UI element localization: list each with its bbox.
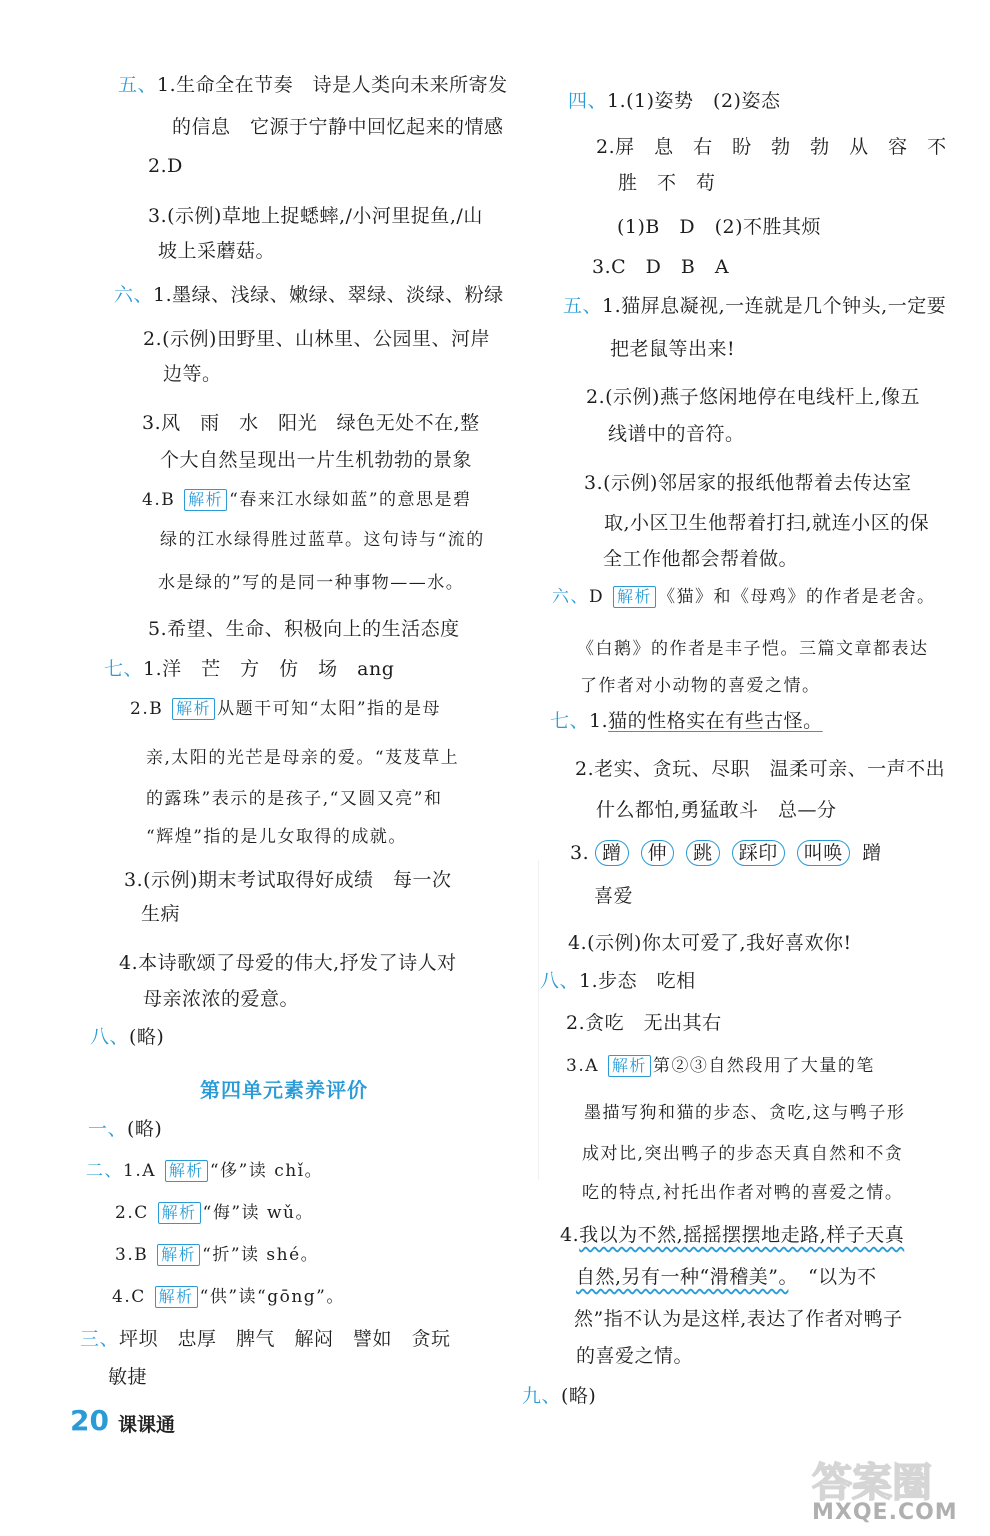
underlined-answer: 猫的性格实在有些古怪。 (608, 710, 823, 732)
text-line: 3.(示例)邻居家的报纸他帮着去传达室 (584, 472, 912, 494)
text-line: 墨描写狗和猫的步态、贪吃,这与鸭子形 (584, 1103, 906, 1123)
text-line: 4.B 解析 “春来江水绿如蓝”的意思是碧 (142, 490, 472, 510)
text-line: 《白鹅》的作者是丰子恺。三篇文章都表达 (577, 639, 929, 659)
text-line: 敏捷 (108, 1366, 148, 1388)
text-line: 然”指不认为是这样,表达了作者对鸭子 (574, 1308, 903, 1330)
text-line: 5.希望、生命、积极向上的生活态度 (148, 618, 460, 640)
section-number: 四、 (568, 90, 608, 112)
wavy-underlined-quote: 自然,另有一种“滑稽美”。 (576, 1266, 789, 1288)
text-line: 2.C 解析 “侮”读 wǔ。 (115, 1203, 314, 1223)
analysis-tag: 解析 (155, 1286, 198, 1308)
section-number: 三、 (80, 1328, 120, 1350)
text-line: 个大自然呈现出一片生机勃勃的景象 (160, 449, 473, 471)
text-line: 自然,另有一种“滑稽美”。 “以为不 (576, 1266, 877, 1288)
text-line: 母亲浓浓的爱意。 (143, 988, 300, 1010)
text-line: 四、1.(1)姿势 (2)姿态 (568, 90, 781, 112)
section-number: 八、 (90, 1026, 130, 1048)
brand-name: 课课通 (118, 1414, 176, 1436)
text-line: 3. 蹭 伸 跳 踩印 叫唤 蹭 (570, 842, 882, 864)
text-line: 的露珠”表示的是孩子,“又圆又亮”和 (146, 789, 443, 809)
text-line: 生病 (141, 903, 181, 925)
text-line: 边等。 (163, 363, 222, 385)
text-line: 了作者对小动物的喜爱之情。 (580, 676, 821, 696)
circled-word: 蹭 (595, 840, 629, 866)
text-line: 吃的特点,衬托出作者对鸭的喜爱之情。 (582, 1183, 904, 1203)
text-line: 2.B 解析 从题干可知“太阳”指的是母 (130, 699, 442, 719)
text-line: 4.我以为不然,摇摇摆摆地走路,样子天真 (560, 1224, 905, 1246)
circled-word: 踩印 (732, 840, 785, 866)
text-line: 3.C D B A (592, 256, 730, 278)
text-line: 绿的江水绿得胜过蓝草。这句诗与“流的 (160, 530, 485, 550)
text-line: 成对比,突出鸭子的步态天真自然和不贪 (582, 1144, 904, 1164)
section-number: 五、 (563, 295, 603, 317)
text-line: 六、D 解析 《猫》和《母鸡》的作者是老舍。 (552, 587, 936, 607)
text-line: 把老鼠等出来! (610, 338, 736, 360)
text-line: 3.(示例)期末考试取得好成绩 每一次 (124, 869, 452, 891)
section-number: 五、 (118, 74, 158, 96)
analysis-tag: 解析 (165, 1160, 208, 1182)
text-line: 九、(略) (522, 1385, 597, 1407)
section-number: 八、 (540, 970, 580, 992)
text-line: 3.风 雨 水 阳光 绿色无处不在,整 (142, 412, 480, 434)
analysis-tag: 解析 (613, 586, 656, 608)
text-line: 3.B 解析 “折”读 shé。 (115, 1245, 320, 1265)
text-line: 水是绿的”写的是同一种事物——水。 (158, 573, 465, 593)
analysis-tag: 解析 (158, 1202, 201, 1224)
text-line: “辉煌”指的是儿女取得的成就。 (146, 827, 407, 847)
analysis-tag: 解析 (172, 698, 215, 720)
text-line: 胜 不 苟 (618, 172, 716, 194)
text-line: 2.贪吃 无出其右 (566, 1012, 722, 1034)
page-number: 20 (70, 1404, 109, 1437)
text-line: 七、1.猫的性格实在有些古怪。 (550, 710, 823, 732)
text-line: (1)B D (2)不胜其烦 (617, 216, 822, 238)
text-line: 线谱中的音符。 (608, 423, 745, 445)
text-line: 2.(示例)燕子悠闲地停在电线杆上,像五 (586, 386, 920, 408)
text-line: 2.D (148, 155, 183, 177)
text-line: 什么都怕,勇猛敢斗 总—分 (596, 799, 837, 821)
section-number: 七、 (550, 710, 590, 732)
text-line: 一、(略) (88, 1118, 163, 1140)
text-line: 八、(略) (90, 1026, 165, 1048)
section-heading: 第四单元素养评价 (200, 1078, 368, 1102)
text-line: 二、1.A 解析 “侈”读 chǐ。 (86, 1161, 324, 1181)
text-line: 2.老实、贪玩、尽职 温柔可亲、一声不出 (575, 758, 946, 780)
text-line: 全工作他都会帮着做。 (603, 548, 799, 570)
text-line: 坡上采蘑菇。 (158, 240, 276, 262)
text-line: 喜爱 (594, 885, 634, 907)
watermark-url: MXQE.COM (812, 1500, 958, 1525)
text-line: 五、1.生命全在节奏 诗是人类向未来所寄发 (118, 74, 508, 96)
text-line: 亲,太阳的光芒是母亲的爱。“芨芨草上 (146, 748, 460, 768)
text-line: 2.(示例)田野里、山林里、公园里、河岸 (143, 328, 490, 350)
text-line: 的喜爱之情。 (576, 1345, 694, 1367)
section-number: 七、 (104, 658, 144, 680)
wavy-underlined-quote: 我以为不然,摇摇摆摆地走路,样子天真 (579, 1224, 905, 1246)
watermark-logo-text: 答案圈 (812, 1460, 932, 1506)
text-line: 六、1.墨绿、浅绿、嫩绿、翠绿、淡绿、粉绿 (114, 284, 504, 306)
section-number: 一、 (88, 1118, 128, 1140)
text-line: 4.本诗歌颂了母爱的伟大,抒发了诗人对 (119, 952, 457, 974)
text-line: 3.(示例)草地上捉蟋蟀,/小河里捉鱼,/山 (148, 205, 483, 227)
text-line: 取,小区卫生他帮着打扫,就连小区的保 (604, 512, 930, 534)
text-line: 三、坪坝 忠厚 脾气 解闷 譬如 贪玩 (80, 1328, 451, 1350)
analysis-tag: 解析 (608, 1055, 651, 1077)
section-number: 六、 (114, 284, 154, 306)
text-line: 4.(示例)你太可爱了,我好喜欢你! (568, 932, 852, 954)
text-line: 七、1.洋 芒 方 仿 场 ang (104, 658, 395, 680)
analysis-tag: 解析 (184, 489, 227, 511)
text-line: 的信息 它源于宁静中回忆起来的情感 (172, 116, 504, 138)
text-line: 五、1.猫屏息凝视,一连就是几个钟头,一定要 (563, 295, 947, 317)
text-line: 八、1.步态 吃相 (540, 970, 696, 992)
column-divider (538, 860, 539, 1180)
analysis-tag: 解析 (157, 1244, 200, 1266)
section-number: 九、 (522, 1385, 562, 1407)
circled-word: 跳 (686, 840, 720, 866)
circled-word: 叫唤 (797, 840, 850, 866)
section-number: 二、 (86, 1161, 123, 1181)
text-line: 3.A 解析 第②③自然段用了大量的笔 (566, 1056, 875, 1076)
section-number: 六、 (552, 587, 589, 607)
text-line: 4.C 解析 “供”读“gōng”。 (112, 1287, 345, 1307)
circled-word: 伸 (641, 840, 675, 866)
text-line: 2.屏 息 右 盼 勃 勃 从 容 不 (596, 136, 947, 158)
